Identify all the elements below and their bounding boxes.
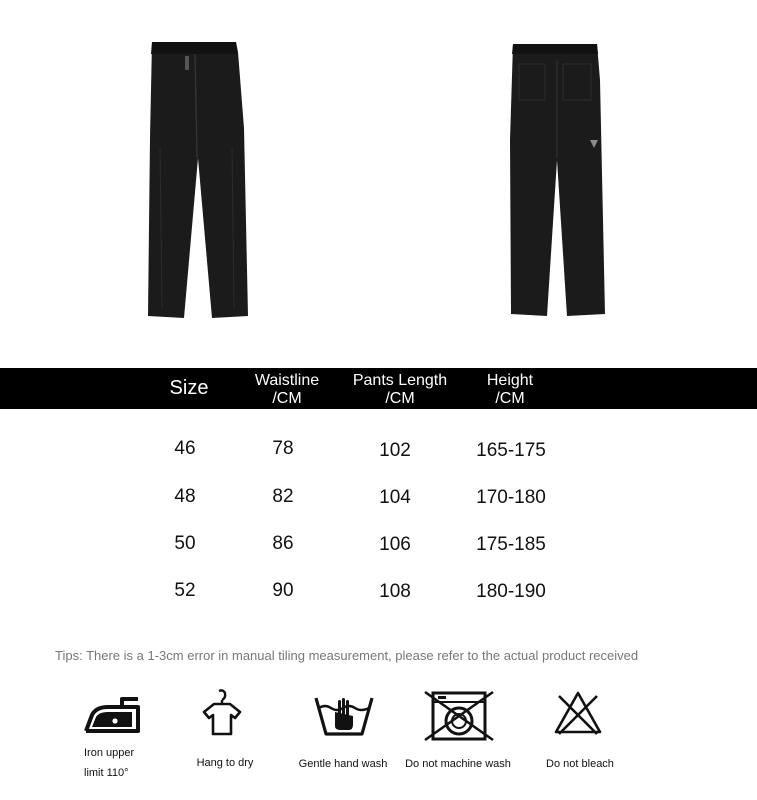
no-machine-wash-icon bbox=[423, 690, 495, 742]
header-waistline bbox=[247, 372, 327, 408]
header-waistline-unit: /CM bbox=[272, 390, 302, 407]
header-pants-length-label: Pants Length bbox=[352, 372, 448, 389]
cell-waist: 86 bbox=[272, 533, 294, 554]
header-height-unit: /CM bbox=[495, 390, 525, 407]
cell-waist: 90 bbox=[272, 580, 294, 601]
iron-label bbox=[70, 743, 168, 783]
hand-wash-label: Gentle hand wash bbox=[298, 758, 388, 770]
cell-length: 102 bbox=[379, 440, 411, 461]
cell-height: 170-180 bbox=[476, 487, 546, 508]
cell-waist: 78 bbox=[272, 438, 294, 459]
cell-size: 50 bbox=[174, 533, 196, 554]
hand-wash-icon bbox=[313, 692, 375, 740]
iron-label-line2: limit 110° bbox=[84, 767, 129, 779]
size-table-header bbox=[0, 368, 757, 409]
cell-length: 108 bbox=[379, 581, 411, 602]
iron-label-line1: Iron upper bbox=[84, 747, 135, 759]
cell-height: 165-175 bbox=[476, 440, 546, 461]
cell-size: 46 bbox=[174, 438, 196, 459]
hang-dry-icon bbox=[200, 688, 244, 738]
iron-icon bbox=[82, 693, 142, 735]
measurement-tip: Tips: There is a 1-3cm error in manual tiling measurement, please refer to the actual product received bbox=[55, 648, 639, 663]
cell-height: 175-185 bbox=[476, 534, 546, 555]
header-size: Size bbox=[169, 377, 209, 399]
pants-front-image bbox=[140, 38, 260, 323]
no-bleach-icon bbox=[553, 690, 603, 736]
header-pants-length bbox=[345, 372, 455, 408]
header-pants-length-unit: /CM bbox=[385, 390, 415, 407]
header-height-label: Height bbox=[486, 372, 534, 389]
cell-size: 52 bbox=[174, 580, 196, 601]
cell-size: 48 bbox=[174, 486, 196, 507]
hang-dry-label: Hang to dry bbox=[196, 757, 254, 769]
no-machine-wash-label: Do not machine wash bbox=[405, 758, 511, 770]
header-waistline-label: Waistline bbox=[254, 372, 320, 389]
cell-length: 104 bbox=[379, 487, 411, 508]
cell-height: 180-190 bbox=[476, 581, 546, 602]
pants-back-image bbox=[505, 40, 610, 320]
cell-waist: 82 bbox=[272, 486, 294, 507]
no-bleach-label: Do not bleach bbox=[546, 758, 614, 770]
header-height bbox=[470, 372, 550, 408]
cell-length: 106 bbox=[379, 534, 411, 555]
